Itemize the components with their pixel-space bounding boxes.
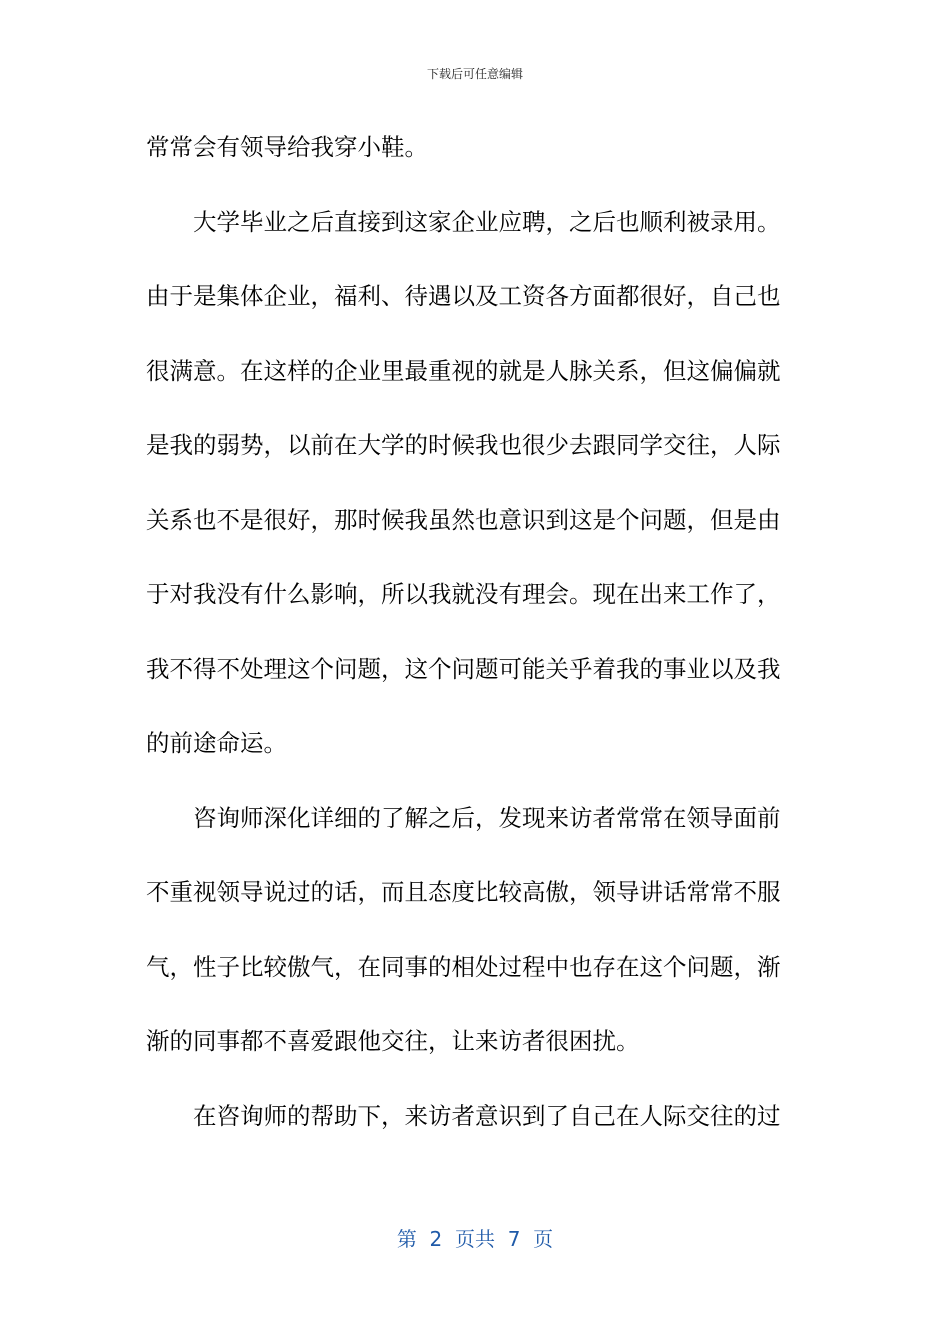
page-header: 下载后可任意编辑	[426, 67, 523, 81]
text-line: 咨询师深化详细的了解之后，发现来访者常常在领导面前	[193, 803, 781, 832]
text-line: 于对我没有什么影响，所以我就没有理会。现在出来工作了，	[146, 580, 781, 608]
text-line: 大学毕业之后直接到这家企业应聘，之后也顺利被录用。	[193, 207, 781, 236]
text-line: 在咨询师的帮助下，来访者意识到了自己在人际交往的过	[193, 1101, 781, 1130]
text-line: 不重视领导说过的话，而且态度比较高傲，领导讲话常常不服	[146, 878, 781, 906]
text-line: 由于是集体企业，福利、待遇以及工资各方面都很好，自己也	[146, 282, 781, 310]
text-line: 渐的同事都不喜爱跟他交往，让来访者很困扰。	[146, 1027, 640, 1055]
text-line: 关系也不是很好，那时候我虽然也意识到这是个问题，但是由	[146, 505, 781, 534]
text-line: 是我的弱势，以前在大学的时候我也很少去跟同学交往，人际	[146, 431, 781, 459]
text-line: 气，性子比较傲气，在同事的相处过程中也存在这个问题，渐	[146, 952, 781, 981]
text-line: 的前途命运。	[146, 729, 287, 757]
page-number-footer: 第 2 页共 7 页	[396, 1227, 554, 1251]
text-line: 我不得不处理这个问题，这个问题可能关乎着我的事业以及我	[146, 654, 781, 683]
text-line: 常常会有领导给我穿小鞋。	[146, 133, 428, 161]
text-line: 很满意。在这样的企业里最重视的就是人脉关系，但这偏偏就	[146, 356, 781, 385]
document-body	[146, 127, 796, 1170]
